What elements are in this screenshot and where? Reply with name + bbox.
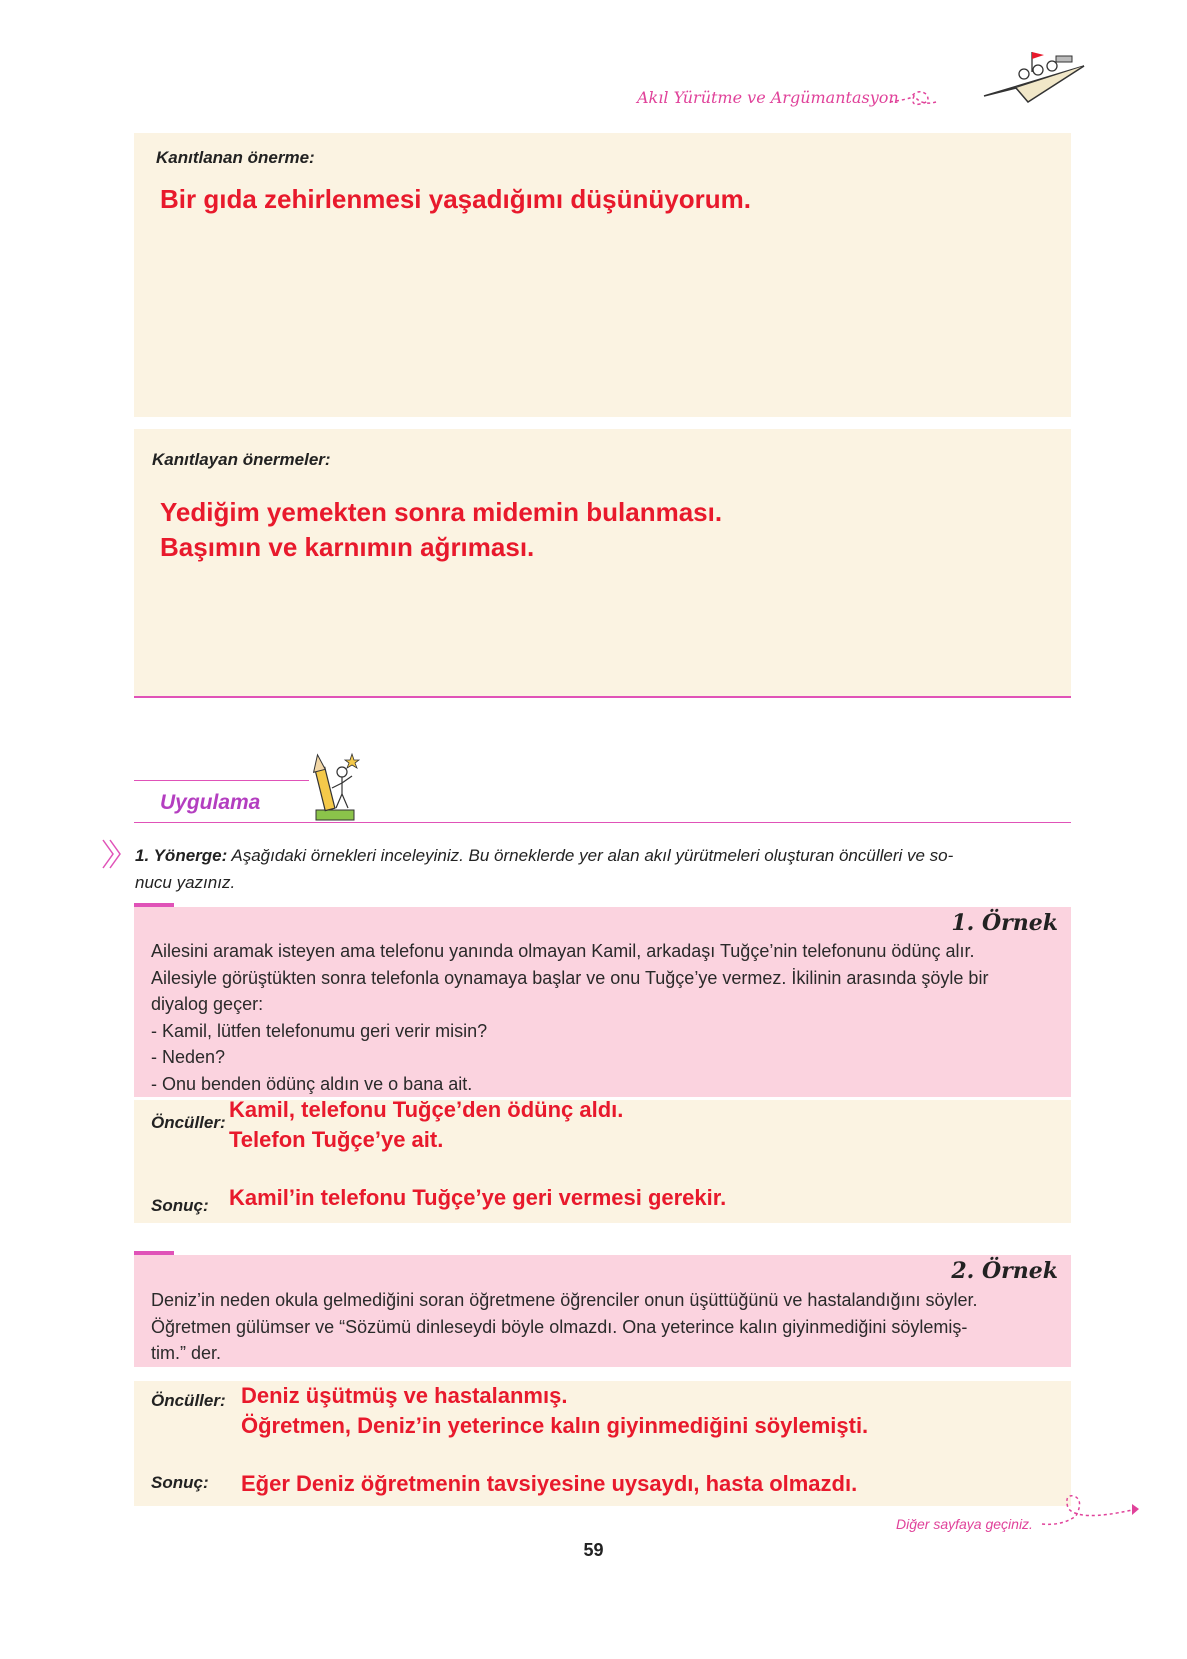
example-1-line: diyalog geçer: — [151, 994, 264, 1014]
example-1-premise-1: Kamil, telefonu Tuğçe’den ödünç aldı. — [229, 1097, 624, 1122]
uygulama-line-upper — [134, 780, 309, 781]
example-1-line: - Onu benden ödünç aldın ve o bana ait. — [151, 1073, 473, 1094]
example-1-line: Ailesiyle görüştükten sonra telefonla oynamaya başlar ve onu Tuğçe’ye vermez. İkilinin arasında şöyle bir — [151, 967, 989, 988]
example-1-line: Ailesini aramak isteyen ama telefonu yanında olmayan Kamil, arkadaşı Tuğçe’nin telefonunu ödünç alır. — [151, 941, 975, 961]
example-1-line: - Kamil, lütfen telefonumu geri verir misin? — [151, 1020, 488, 1041]
next-page-text: Diğer sayfaya geçiniz. — [896, 1516, 1033, 1532]
proven-proposition-label: Kanıtlanan önerme: — [156, 148, 315, 167]
proving-answer-2: Başımın ve karnımın ağrıması. — [160, 532, 535, 562]
header-title: Akıl Yürütme ve Argümantasyon — [637, 88, 899, 107]
example-1-line: - Neden? — [151, 1047, 226, 1067]
example-1-conclusion-label: Sonuç: — [151, 1196, 209, 1215]
example-2-text — [151, 1287, 1056, 1367]
instruction-line-1: Aşağıdaki örnekleri inceleyiniz. Bu örneklerde yer alan akıl yürütmeleri oluşturan öncülleri ve so- — [231, 846, 954, 865]
instruction-label: 1. Yönerge: — [135, 846, 228, 865]
example-2-line: tim.” der. — [151, 1343, 222, 1363]
pencil-character-icon — [312, 750, 360, 822]
page-number: 59 — [583, 1540, 604, 1560]
double-chevron-icon — [100, 838, 124, 870]
example-2-premises-label: Öncüller: — [151, 1391, 226, 1410]
example-2-title: 2. Örnek — [951, 1258, 1058, 1284]
proven-proposition-box — [134, 133, 1071, 417]
example-1-premises-label: Öncüller: — [151, 1113, 226, 1132]
example-2-premise-2: Öğretmen, Deniz’in yeterince kalın giyinmediğini söylemişti. — [241, 1413, 869, 1438]
uygulama-line-lower — [134, 822, 1071, 823]
proving-answer-1: Yediğim yemekten sonra midemin bulanması. — [160, 497, 723, 527]
example-1-title: 1. Örnek — [951, 910, 1058, 936]
paper-plane-icon — [980, 44, 1090, 106]
example-2-conclusion: Eğer Deniz öğretmenin tavsiyesine uysaydı, hasta olmazdı. — [241, 1471, 858, 1496]
example-2-line: Öğretmen gülümser ve “Sözümü dinleseydi böyle olmazdı. Ona yeterince kalın giyinmediğini söylemiş- — [151, 1316, 968, 1337]
example-1-premise-2: Telefon Tuğçe’ye ait. — [229, 1127, 444, 1152]
instruction-line-2: nucu yazınız. — [135, 873, 236, 892]
dashed-arrow-icon — [1040, 1488, 1140, 1530]
divider — [134, 696, 1071, 698]
example-2-conclusion-label: Sonuç: — [151, 1473, 209, 1492]
example-2-premise-1: Deniz üşütmüş ve hastalanmış. — [241, 1383, 568, 1408]
instruction — [135, 842, 1071, 896]
proven-proposition-answer: Bir gıda zehirlenmesi yaşadığımı düşünüyorum. — [160, 184, 751, 214]
dashed-loop-icon — [888, 88, 938, 110]
uygulama-title: Uygulama — [160, 791, 261, 814]
example-1-conclusion: Kamil’in telefonu Tuğçe’ye geri vermesi gerekir. — [229, 1185, 727, 1210]
example-1-text — [151, 938, 1056, 1097]
proving-propositions-label: Kanıtlayan önermeler: — [152, 450, 331, 469]
example-2-line: Deniz’in neden okula gelmediğini soran öğretmene öğrenciler onun üşüttüğünü ve hastalandığını söyler. — [151, 1290, 978, 1310]
